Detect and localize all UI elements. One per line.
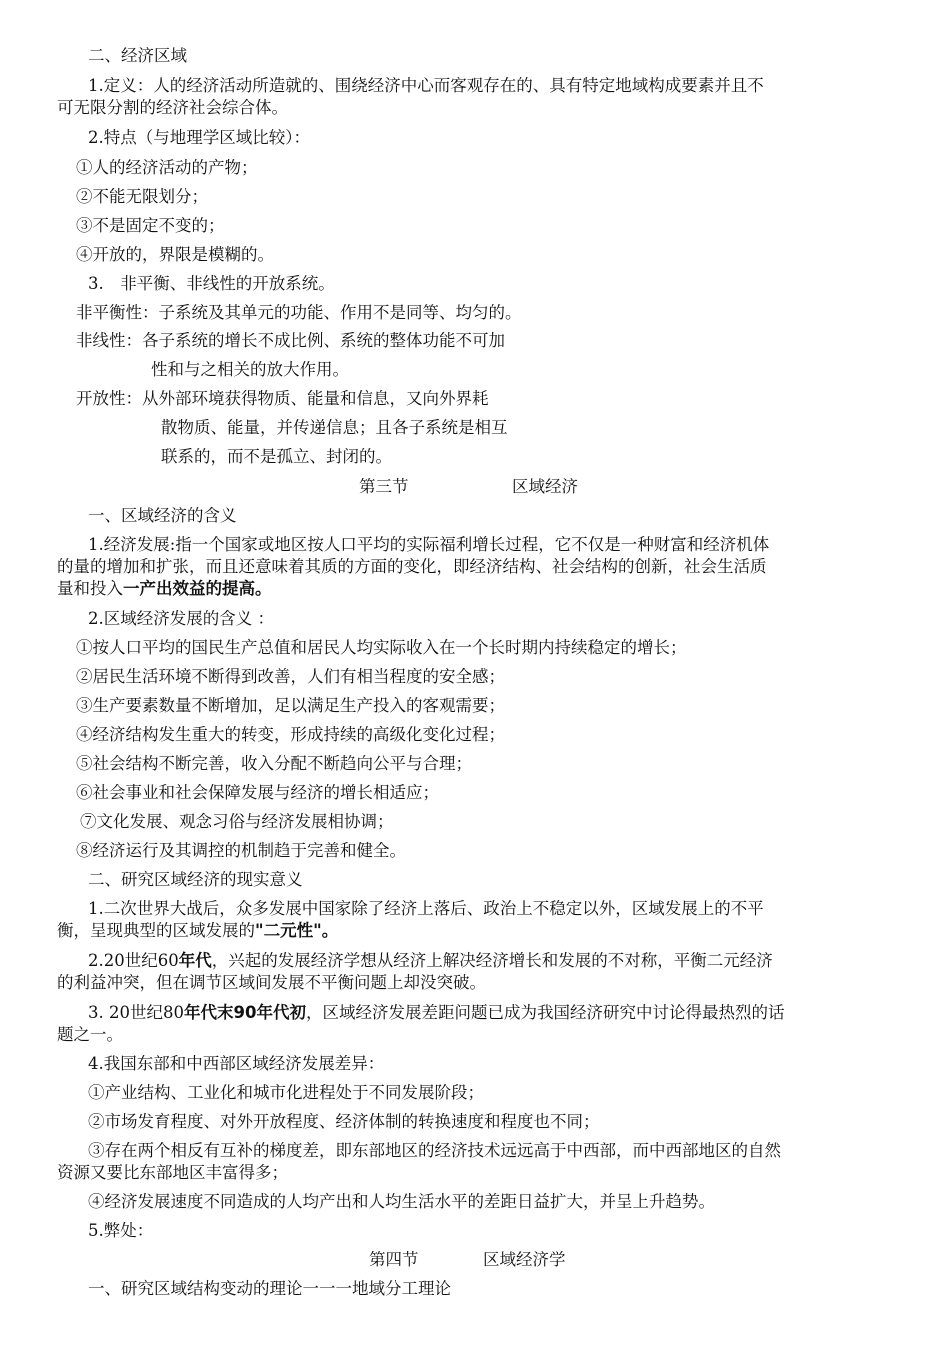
list-item: ①按人口平均的国民生产总值和居民人均实际收入在一个长时期内持续稳定的增长； bbox=[76, 638, 687, 657]
paragraph-line bbox=[88, 1002, 784, 1024]
text-run: 衡，呈现典型的区域发展的 bbox=[57, 921, 255, 940]
list-item: ⑥社会事业和社会保障发展与经济的增长相适应； bbox=[76, 783, 439, 802]
paragraph-line: 非平衡性：子系统及其单元的功能、作用不是同等、均匀的。 bbox=[76, 303, 522, 322]
paragraph-line: 2.区域经济发展的含义 ： bbox=[88, 609, 274, 628]
paragraph-line: 3. 非平衡、非线性的开放系统。 bbox=[88, 274, 335, 293]
text-run: ，区域经济发展差距问题已成为我国经济研究中讨论得最热烈的话 bbox=[305, 1003, 785, 1022]
text-run: ，兴起的发展经济学想从经济上解决经济增长和发展的不对称，平衡二元经济 bbox=[211, 951, 773, 970]
paragraph-line: 开放性：从外部环境获得物质、能量和信息，又向外界耗 bbox=[76, 389, 489, 408]
paragraph-line: 2.特点（与地理学区域比较）： bbox=[88, 128, 310, 147]
paragraph-line: 4.我国东部和中西部区域经济发展差异： bbox=[88, 1054, 385, 1073]
list-item: ④经济发展速度不同造成的人均产出和人均生活水平的差距日益扩大，并呈上升趋势。 bbox=[88, 1192, 715, 1211]
paragraph-line: 可无限分割的经济社会综合体。 bbox=[57, 98, 288, 117]
list-item: ②市场发育程度、对外开放程度、经济体制的转换速度和程度也不同； bbox=[88, 1112, 600, 1131]
paragraph-line: 性和与之相关的放大作用。 bbox=[151, 360, 349, 379]
list-item: ④开放的，界限是模糊的。 bbox=[76, 245, 274, 264]
text-run: 3. 20世纪80 bbox=[88, 1003, 184, 1022]
paragraph-line: 非线性：各子系统的增长不成比例、系统的整体功能不可加 bbox=[76, 331, 505, 350]
list-item: ②居民生活环境不断得到改善，人们有相当程度的安全感； bbox=[76, 667, 505, 686]
list-item: ③不是固定不变的； bbox=[76, 216, 225, 235]
list-item: ③生产要素数量不断增加，足以满足生产投入的客观需要； bbox=[76, 696, 505, 715]
list-item: ①产业结构、工业化和城市化进程处于不同发展阶段； bbox=[88, 1083, 484, 1102]
section-title: 区域经济学 bbox=[483, 1250, 566, 1269]
list-item: ④经济结构发生重大的转变，形成持续的高级化变化过程； bbox=[76, 725, 505, 744]
text-run: 量和投入 bbox=[57, 579, 123, 598]
text-run: 2.20世纪60 bbox=[88, 951, 179, 970]
list-item: ⑦文化发展、观念习俗与经济发展相协调； bbox=[80, 812, 394, 831]
heading-economic-region: 二、经济区域 bbox=[88, 46, 187, 65]
subheading: 二、研究区域经济的现实意义 bbox=[88, 870, 303, 889]
list-item: ①人的经济活动的产物； bbox=[76, 158, 258, 177]
paragraph-line: 的利益冲突，但在调节区域间发展不平衡问题上却没突破。 bbox=[57, 973, 486, 992]
bold-text-run: 年代 bbox=[178, 951, 212, 970]
paragraph-line bbox=[57, 920, 338, 942]
bold-text-run: 年代末90年代初 bbox=[183, 1003, 306, 1022]
section-number: 第三节 bbox=[359, 477, 409, 496]
paragraph-line: 5.弊处： bbox=[88, 1221, 154, 1240]
list-item: ②不能无限划分； bbox=[76, 187, 208, 206]
paragraph-line: 资源又要比东部地区丰富得多； bbox=[57, 1163, 288, 1182]
paragraph-line: 1.经济发展:指一个国家或地区按人口平均的实际福利增长过程，它不仅是一种财富和经济机体 bbox=[88, 535, 770, 554]
paragraph-line bbox=[57, 578, 272, 600]
subheading: 一、区域经济的含义 bbox=[88, 506, 237, 525]
paragraph-line: 1.定义：人的经济活动所造就的、围绕经济中心而客观存在的、具有特定地域构成要素并且不 bbox=[88, 76, 764, 95]
list-item: ③存在两个相反有互补的梯度差，即东部地区的经济技术远远高于中西部，而中西部地区的自然 bbox=[88, 1141, 781, 1160]
bold-text-run: 一产出效益的提高。 bbox=[123, 579, 272, 598]
list-item: ⑤社会结构不断完善，收入分配不断趋向公平与合理； bbox=[76, 754, 472, 773]
paragraph-line bbox=[88, 950, 773, 972]
section-number: 第四节 bbox=[369, 1250, 419, 1269]
subheading: 一、研究区域结构变动的理论一一一地域分工理论 bbox=[88, 1279, 451, 1298]
bold-text-run: "二元性"。 bbox=[255, 921, 339, 940]
paragraph-line: 联系的，而不是孤立、封闭的。 bbox=[161, 447, 392, 466]
paragraph-line: 题之一。 bbox=[57, 1025, 123, 1044]
section-title: 区域经济 bbox=[512, 477, 578, 496]
paragraph-line: 散物质、能量，并传递信息；且各子系统是相互 bbox=[161, 418, 508, 437]
list-item: ⑧经济运行及其调控的机制趋于完善和健全。 bbox=[76, 841, 406, 860]
paragraph-line: 的量的增加和扩张，而且还意味着其质的方面的变化，即经济结构、社会结构的创新，社会生活质 bbox=[57, 557, 767, 576]
paragraph-line: 1.二次世界大战后，众多发展中国家除了经济上落后、政治上不稳定以外，区域发展上的不平 bbox=[88, 899, 764, 918]
